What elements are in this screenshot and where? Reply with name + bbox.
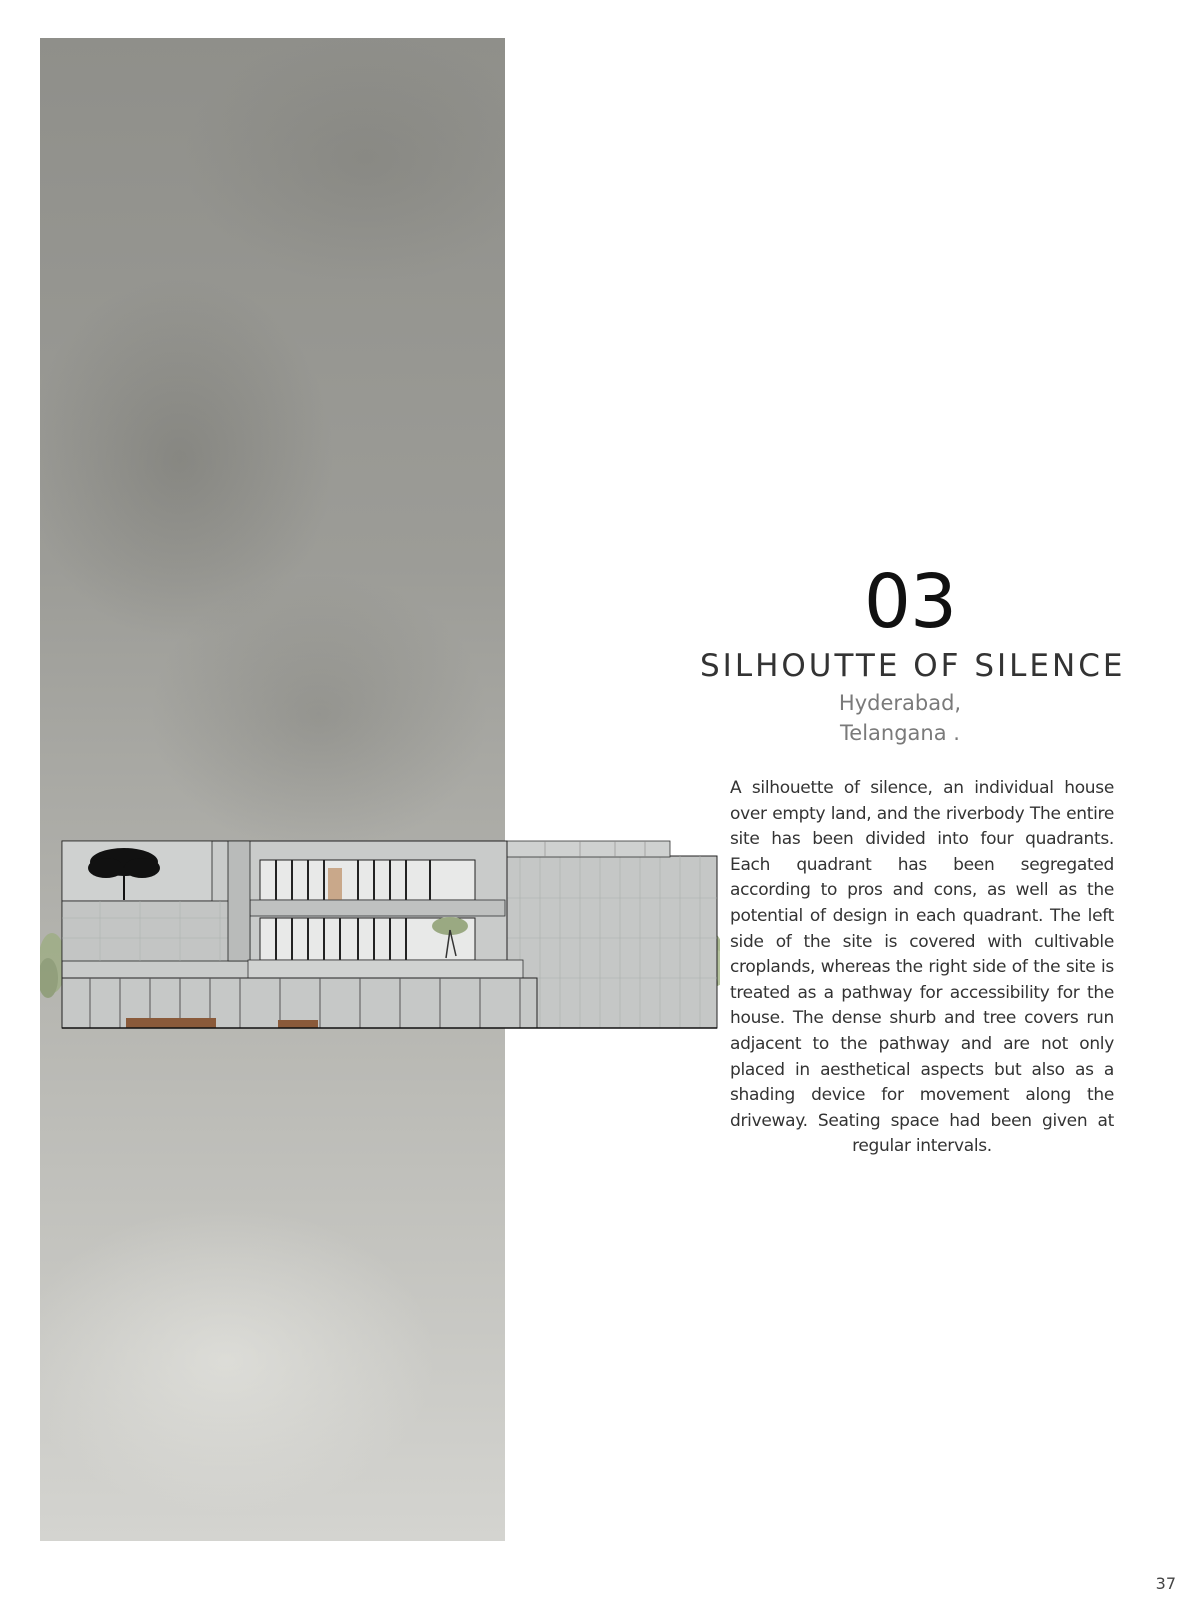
building-elevation-drawing — [40, 838, 720, 1038]
project-description: A silhouette of silence, an individual house over empty land, and the riverbody The entire site has been divided into four quadrants. Each quadrant has been segregated according to pros and cons, as well as the potential of design in each quadrant. The left side of the site is covered with cultivable croplands, whereas the right side of the site is treated as a pathway for accessibility for the house. The dense shurb and tree covers run adjacent to the pathway and are not only placed in aesthetical aspects but also as a shading device for movement along the driveway. Seating space had been given at regular intervals. — [730, 778, 1114, 1157]
location-city: Hyderabad, — [838, 691, 962, 715]
project-number: 03 — [863, 559, 957, 645]
page-number: 37 — [1155, 1574, 1176, 1593]
concrete-texture-panel — [40, 38, 505, 1541]
project-title: SILHOUTTE OF SILENCE — [700, 648, 1126, 684]
project-heading — [700, 559, 1126, 748]
location-state: Telangana . — [840, 721, 960, 745]
